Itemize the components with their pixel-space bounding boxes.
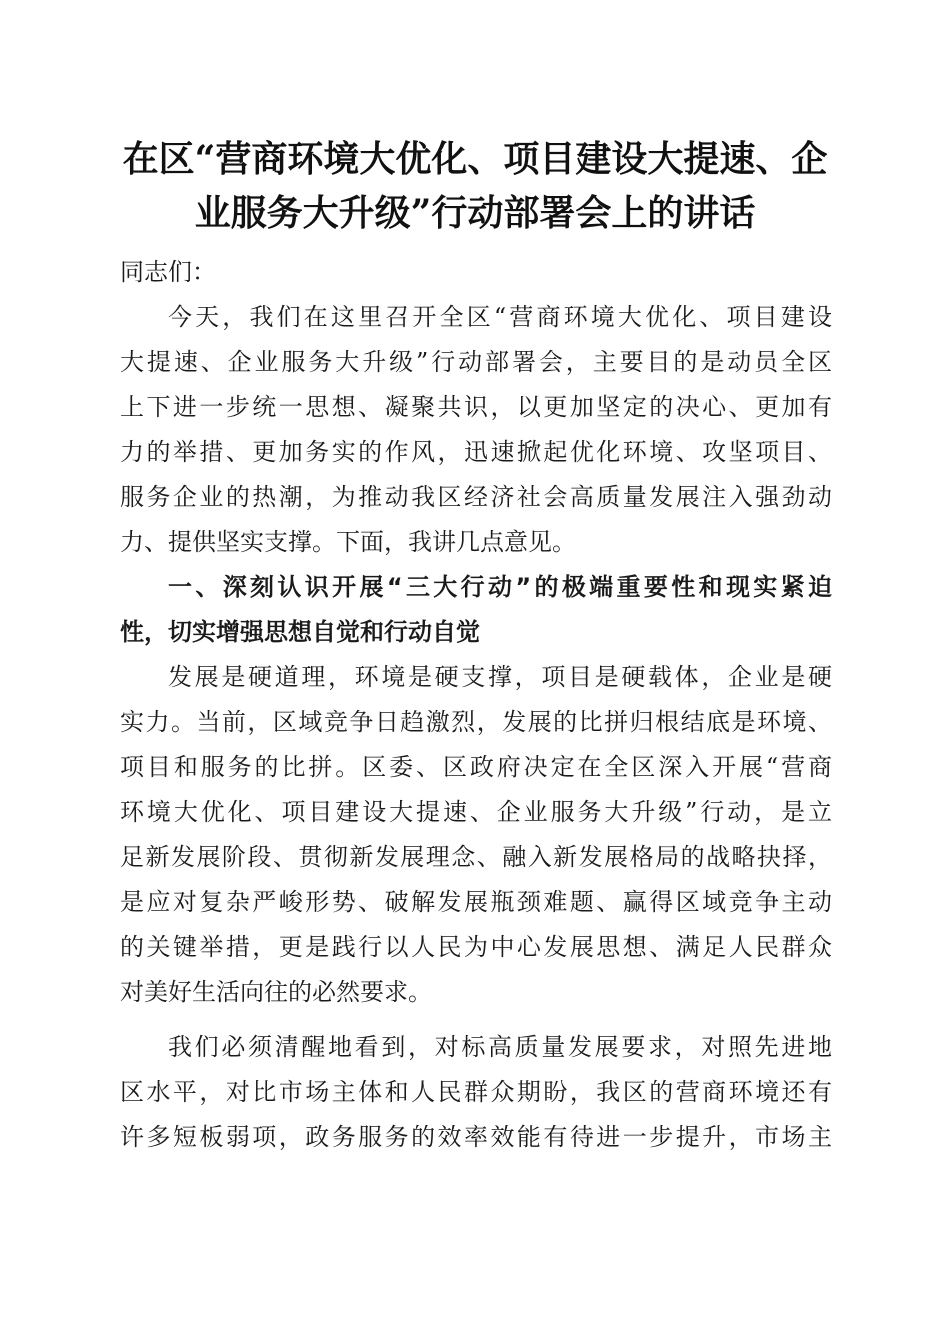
paragraph-line: 服务企业的热潮，为推动我区经济社会高质量发展注入强劲动: [120, 483, 832, 511]
paragraph-line: 足新发展阶段、贯彻新发展理念、融入新发展格局的战略抉择，: [120, 843, 832, 871]
paragraph-line: 力的举措、更加务实的作风，迅速掀起优化环境、攻坚项目、: [120, 438, 832, 466]
paragraph-line: 环境大优化、项目建设大提速、企业服务大升级”行动，是立: [120, 798, 832, 826]
paragraph-line: 上下进一步统一思想、凝聚共识，以更加坚定的决心、更加有: [120, 393, 832, 421]
paragraph-line: 对美好生活向往的必然要求。: [120, 978, 432, 1006]
salutation: 同志们：: [120, 258, 216, 286]
document-title: [100, 132, 850, 240]
paragraph-line: 今天，我们在这里召开全区“营商环境大优化、项目建设: [168, 303, 832, 331]
paragraph-line: 发展是硬道理，环境是硬支撑，项目是硬载体，企业是硬: [168, 663, 832, 691]
document-body: [120, 250, 832, 1160]
title-line: 业服务大升级”行动部署会上的讲话: [194, 192, 756, 234]
heading-line: 性，切实增强思想自觉和行动自觉: [120, 618, 480, 646]
paragraph-line: 力、提供坚实支撑。下面，我讲几点意见。: [120, 528, 576, 556]
paragraph-line: 项目和服务的比拼。区委、区政府决定在全区深入开展“营商: [120, 753, 832, 781]
paragraph-section1-a: [120, 655, 832, 1015]
title-line: 在区“营商环境大优化、项目建设大提速、企: [122, 138, 828, 180]
paragraph-line: 实力。当前，区域竞争日趋激烈，发展的比拼归根结底是环境、: [120, 708, 832, 736]
paragraph-line: 许多短板弱项，政务服务的效率效能有待进一步提升，市场主: [120, 1123, 832, 1151]
paragraph-line: 大提速、企业服务大升级”行动部署会，主要目的是动员全区: [120, 348, 832, 376]
heading-line: 一、深刻认识开展“三大行动”的极端重要性和现实紧迫: [168, 573, 832, 601]
paragraph-opening: [120, 295, 832, 565]
paragraph-section1-b: [120, 1025, 832, 1160]
paragraph-line: 是应对复杂严峻形势、破解发展瓶颈难题、赢得区域竞争主动: [120, 888, 832, 916]
paragraph-line: 区水平，对比市场主体和人民群众期盼，我区的营商环境还有: [120, 1078, 832, 1106]
paragraph-line: 的关键举措，更是践行以人民为中心发展思想、满足人民群众: [120, 933, 832, 961]
section-heading: [120, 565, 832, 655]
paragraph-line: 我们必须清醒地看到，对标高质量发展要求，对照先进地: [168, 1033, 832, 1061]
